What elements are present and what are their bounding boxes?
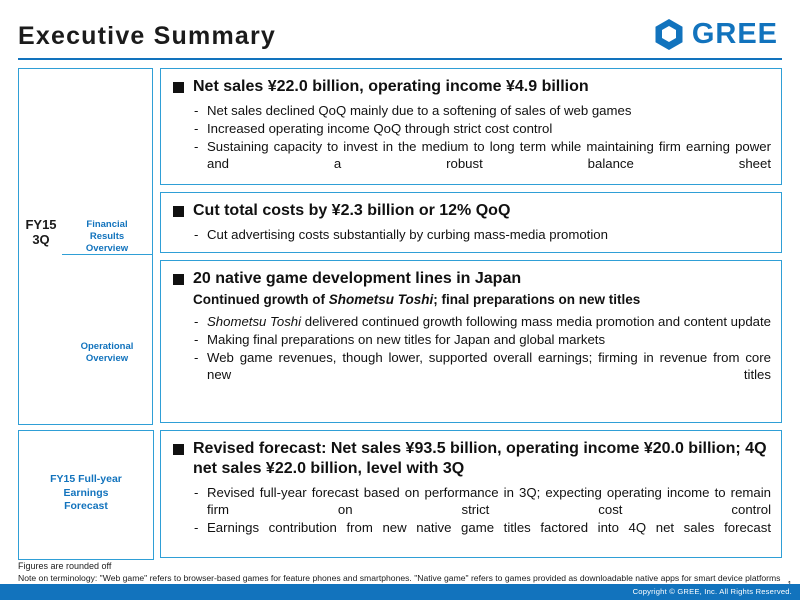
segment-label-operational — [62, 341, 152, 365]
box3-subheading — [193, 291, 771, 308]
forecast-label-line2: Earnings — [63, 486, 109, 499]
brand-logo — [654, 18, 778, 51]
forecast-label-column — [18, 430, 154, 560]
list-item-italic-title: Shometsu Toshi — [207, 314, 302, 329]
period-label — [19, 217, 63, 247]
content-box-operational-overview — [160, 260, 782, 423]
forecast-label-line3: Forecast — [64, 500, 108, 512]
segment-operational-line1: Operational — [80, 341, 134, 352]
list-item: - Sustaining capacity to invest in the medium to long term while maintaining firm earning power and a robust balance sheet — [193, 138, 771, 172]
list-item: - Making final preparations on new titles for Japan and global markets — [193, 331, 771, 348]
box4-heading: Revised forecast: Net sales ¥93.5 billion, operating income ¥20.0 billion; 4Q net sales ¥22.0 billion, level with 3Q — [173, 439, 771, 479]
box2-heading: Cut total costs by ¥2.3 billion or 12% QoQ — [173, 201, 771, 221]
segment-label-column — [62, 68, 153, 425]
list-item: - Net sales declined QoQ mainly due to a softening of sales of web games — [193, 102, 771, 119]
box3-heading: 20 native game development lines in Japan — [173, 269, 771, 289]
square-bullet-icon — [173, 206, 184, 217]
segment-operational-line2: Overview — [85, 353, 129, 364]
forecast-label — [19, 473, 153, 514]
box3-bullet-list — [173, 313, 771, 383]
box3-subheading-title: Shometsu Toshi — [328, 292, 434, 307]
footnote-1: Figures are rounded off — [18, 561, 112, 571]
segment-financial-line1: Financial — [86, 219, 128, 230]
box3-subheading-post: ; final preparations on new titles — [433, 292, 641, 307]
segment-financial-line3: Overview — [85, 243, 129, 254]
list-item: - Revised full-year forecast based on performance in 3Q; expecting operating income to remain firm on strict cost control — [193, 484, 771, 518]
box4-bullet-list — [173, 484, 771, 536]
list-item — [193, 313, 771, 330]
copyright-text: Copyright © GREE, Inc. All Rights Reserved. — [632, 587, 792, 596]
header-divider — [18, 58, 782, 60]
box2-bullet-list — [173, 226, 771, 243]
square-bullet-icon — [173, 82, 184, 93]
footer-bar — [0, 584, 800, 600]
logo-text: GREE — [691, 18, 778, 50]
list-item-rest: delivered continued growth following mass media promotion and content update — [301, 314, 771, 329]
list-item: - Earnings contribution from new native game titles factored into 4Q net sales forecast — [193, 519, 771, 536]
gree-hexagon-logo-icon — [654, 18, 684, 51]
list-item: - Increased operating income QoQ through strict cost control — [193, 120, 771, 137]
box3-subheading-pre: Continued growth of — [193, 292, 329, 307]
content-box-cost-reduction — [160, 192, 782, 253]
period-label-line1: FY15 — [25, 217, 57, 232]
list-item: - Cut advertising costs substantially by curbing mass-media promotion — [193, 226, 771, 243]
page-title: Executive Summary — [18, 22, 277, 50]
square-bullet-icon — [173, 274, 184, 285]
square-bullet-icon — [173, 444, 184, 455]
forecast-label-line1: FY15 Full-year — [50, 473, 122, 485]
list-item: - Web game revenues, though lower, supported overall earnings; firming in revenue from core new titles — [193, 349, 771, 383]
period-label-line2: 3Q — [32, 232, 50, 247]
segment-financial-line2: Results — [89, 231, 125, 242]
slide-header — [0, 0, 800, 62]
content-box-financial-results — [160, 68, 782, 185]
box1-heading: Net sales ¥22.0 billion, operating income ¥4.9 billion — [173, 77, 771, 97]
footnote-2: Note on terminology: "Web game" refers to browser-based games for feature phones and smartphones. "Native game" refers to games provided as downloadable native apps for smart device platforms — [18, 572, 781, 583]
content-box-forecast — [160, 430, 782, 558]
segment-label-financial — [62, 219, 152, 255]
box1-bullet-list — [173, 102, 771, 172]
period-label-column — [18, 68, 64, 425]
